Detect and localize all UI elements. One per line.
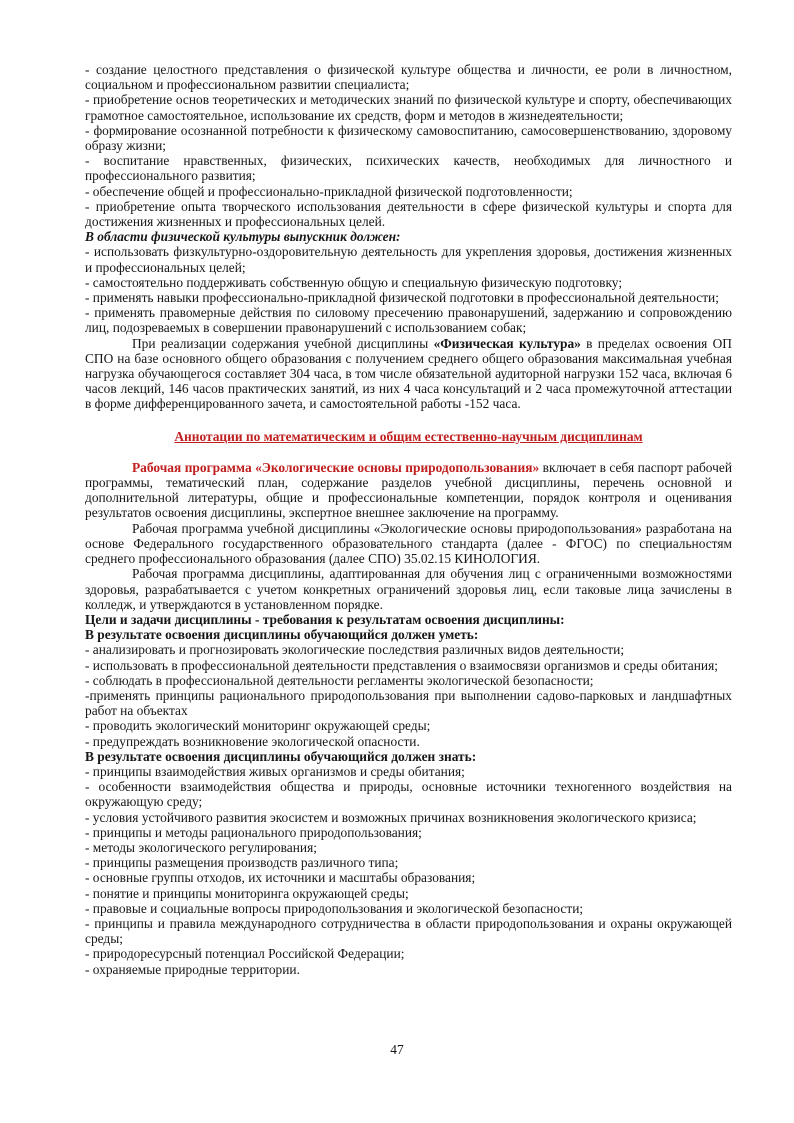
text-run: Цели и задачи дисциплины - требования к результатам освоения дисциплины: <box>85 611 565 627</box>
paragraph <box>85 122 736 154</box>
text-run: - особенности взаимодействия общества и природы, основные источники техногенного воздействия на окружающую среду; <box>85 779 736 810</box>
paragraph <box>85 855 732 870</box>
paragraph <box>85 825 732 840</box>
paragraph <box>85 946 732 961</box>
text-run: В области физической культуры выпускник должен: <box>85 229 401 245</box>
text-run: - условия устойчивого развития экосистем и возможных причинах возникновения экологического кризиса; <box>85 809 697 825</box>
paragraph <box>85 673 732 688</box>
subsection-heading <box>85 612 732 627</box>
text-run: - формирование осознанной потребности к физическому самовоспитанию, самосовершенствованию, здоровому образу жизни; <box>85 122 736 154</box>
paragraph <box>85 290 732 305</box>
text-run: - приобретение основ теоретических и методических знаний по физической культуре и спорту, обеспечивающих грамотное самостоятельное, использование их средств, форм и методов в жизнедеятельности; <box>85 92 736 123</box>
paragraph <box>85 459 736 521</box>
text-run: - предупреждать возникновение экологической опасности. <box>85 733 420 749</box>
text-run: -применять принципы рационального природопользования при выполнении садово-парковых и ландшафтных работ на объектах <box>85 687 736 719</box>
subsection-heading <box>85 749 732 764</box>
text-run: - принципы взаимодействия живых организмов и среды обитания; <box>85 763 465 779</box>
text-run: «Физическая культура» <box>433 335 581 351</box>
text-run: В результате освоения дисциплины обучающийся должен уметь: <box>85 627 479 643</box>
paragraph <box>85 718 732 733</box>
paragraph <box>85 92 736 123</box>
text-run: - использовать в профессиональной деятельности представления о взаимосвязи организмов и среды обитания; <box>85 657 718 673</box>
paragraph <box>85 275 732 290</box>
paragraph <box>85 62 736 93</box>
text-run: - приобретение опыта творческого использования деятельности в сфере физической культуры и спорта для достижения жизненных и профессиональных целей. <box>85 198 736 230</box>
paragraph <box>85 566 736 612</box>
text-run: - использовать физкультурно-оздоровительную деятельность для укрепления здоровья, достижения жизненных и профессиональных целей; <box>85 244 736 275</box>
text-run: - применять навыки профессионально-прикладной физической подготовки в профессиональной деятельности; <box>85 290 719 306</box>
text-run: - проводить экологический мониторинг окружающей среды; <box>85 718 431 734</box>
paragraph <box>85 335 736 412</box>
paragraph <box>85 886 732 901</box>
text-run: в пределах освоения ОП СПО на базе основного общего образования с получением среднего общего образования максимальная учебная нагрузка обучающегося составляет 304 часа, в том числе обязательной аудиторной нагрузки 152 часа, включая 6 часов лекций, 146 часов практических занятий, из них 4 часа консультаций и 2 часа промежуточной аттестации в форме дифференцированного зачета, и самостоятельной работы -152 часа. <box>85 335 736 412</box>
paragraph <box>85 687 736 719</box>
paragraph <box>85 153 736 184</box>
text-run: Рабочая программа дисциплины, адаптированная для обучения лиц с ограниченными возможностями здоровья, разрабатывается с учетом конкретных ограничений здоровья лиц, если таковые лица зачислены в колледж, и утверждаются в установленном порядке. <box>85 566 736 612</box>
red-emphasis-text: Рабочая программа «Экологические основы природопользования» <box>132 459 540 475</box>
text-run: - создание целостного представления о физической культуре общества и личности, ее роли в личностном, социальном и профессиональном развитии специалиста; <box>85 62 736 93</box>
text-run: - применять правомерные действия по силовому пресечению правонарушений, задержанию и сопровождению лиц, подозреваемых в совершении правонарушений с использованием собак; <box>85 305 736 336</box>
paragraph <box>85 184 732 199</box>
text-run: В результате освоения дисциплины обучающийся должен знать: <box>85 748 477 764</box>
text-run: - понятие и принципы мониторинга окружающей среды; <box>85 885 409 901</box>
text-run: При реализации содержания учебной дисциплины <box>132 335 434 351</box>
subsection-heading <box>85 627 732 642</box>
paragraph <box>85 779 736 810</box>
text-run: - обеспечение общей и профессионально-прикладной физической подготовленности; <box>85 183 573 199</box>
paragraph <box>85 810 732 825</box>
text-run: - методы экологического регулирования; <box>85 839 317 855</box>
paragraph <box>85 520 736 567</box>
paragraph <box>85 198 736 230</box>
document-body <box>85 62 736 977</box>
paragraph <box>85 870 732 885</box>
text-run: - правовые и социальные вопросы природопользования и экологической безопасности; <box>85 900 584 916</box>
text-run: Аннотации по математическим и общим естественно-научным дисциплинам <box>174 428 643 444</box>
section-heading <box>85 429 732 444</box>
page-number: 47 <box>390 1042 404 1057</box>
paragraph <box>85 962 732 977</box>
paragraph <box>85 658 732 673</box>
text-run: - природоресурсный потенциал Российской Федерации; <box>85 946 405 962</box>
paragraph <box>85 764 732 779</box>
text-run: включает в себя паспорт рабочей программы, тематический план, содержание разделов учебной дисциплины, перечень основной и дополнительной литературы, общие и профессиональные компетенции, порядок контроля и оценивания результатов освоения дисциплины, экспертное внешнее заключение на программу. <box>85 459 736 521</box>
text-run: - принципы и правила международного сотрудничества в области природопользования и охраны окружающей среды; <box>85 915 736 947</box>
paragraph <box>85 305 736 336</box>
paragraph <box>85 915 736 947</box>
paragraph <box>85 901 732 916</box>
text-run: - воспитание нравственных, физических, психических качеств, необходимых для личностного и профессионального развития; <box>85 153 736 184</box>
paragraph <box>85 734 732 749</box>
text-run: - анализировать и прогнозировать экологические последствия различных видов деятельности; <box>85 642 625 658</box>
text-run: Рабочая программа учебной дисциплины «Экологические основы природопользования» разработана на основе Федерального государственного образовательного стандарта (далее - ФГОС) по специальностям среднего профессионального образования (далее СПО) 35.02.15 КИНОЛОГИЯ. <box>85 520 736 567</box>
paragraph <box>85 840 732 855</box>
text-run: - соблюдать в профессиональной деятельности регламенты экологической безопасности; <box>85 672 594 688</box>
text-run: - основные группы отходов, их источники и масштабы образования; <box>85 870 476 886</box>
text-run: - самостоятельно поддерживать собственную общую и специальную физическую подготовку; <box>85 274 623 290</box>
text-run: - охраняемые природные территории. <box>85 961 300 977</box>
paragraph <box>85 642 732 657</box>
subsection-heading <box>85 229 732 244</box>
paragraph <box>85 244 736 275</box>
text-run: - принципы и методы рационального природопользования; <box>85 824 422 840</box>
text-run: - принципы размещения производств различного типа; <box>85 855 399 871</box>
